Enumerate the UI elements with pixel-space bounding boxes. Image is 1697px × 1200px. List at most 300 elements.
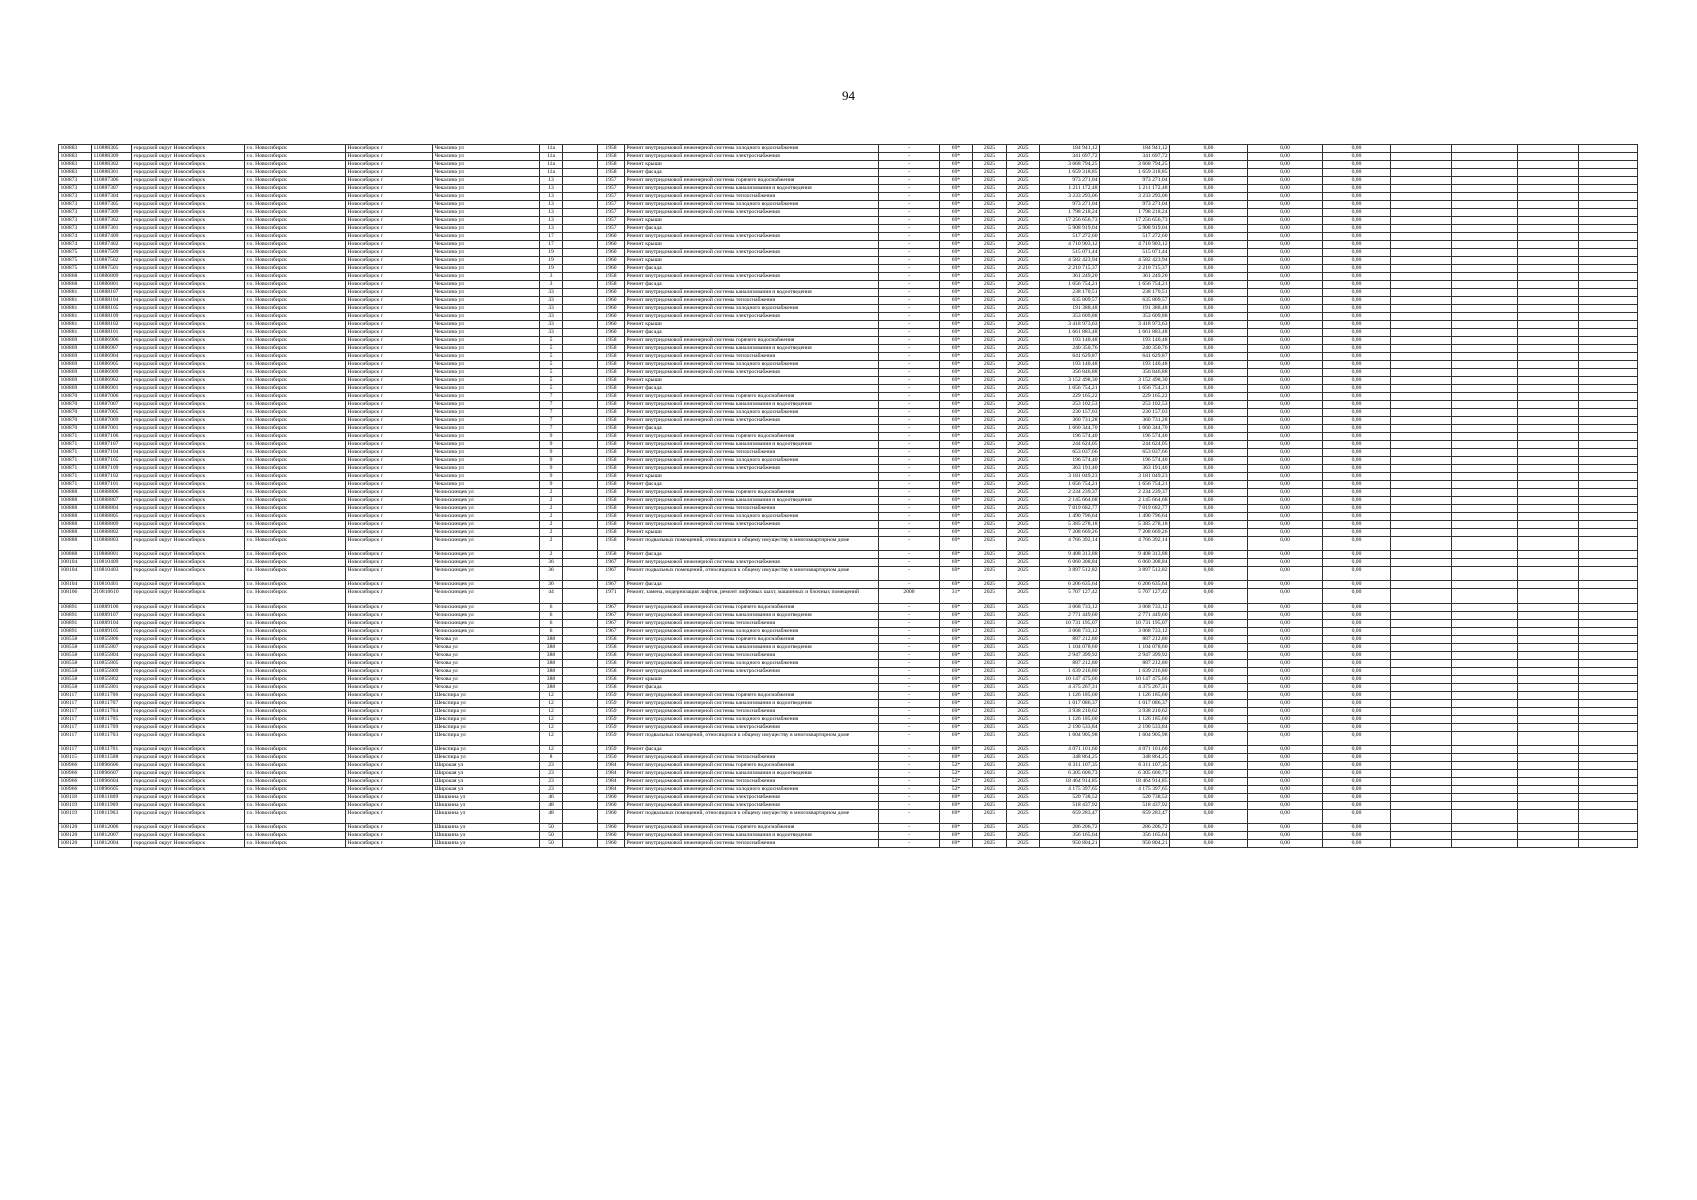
cell-extra-3: [1518, 529, 1579, 537]
cell-locality: Новосибирск г: [346, 441, 433, 449]
cell-work-id: 110886904: [92, 353, 132, 361]
cell-cost-fund: 973 271,04: [1100, 201, 1170, 209]
table-row: [59, 551, 1638, 559]
cell-cost-budget-2: 0,00: [1248, 401, 1323, 409]
cell-building: [563, 369, 598, 377]
cell-house-number: 33: [540, 329, 563, 337]
cell-house-number: 9: [540, 473, 563, 481]
cell-cost-budget-2: 0,00: [1248, 393, 1323, 401]
cell-total-cost: 2 210 715,37: [1040, 265, 1100, 273]
cell-locality: Новосибирск г: [346, 289, 433, 297]
cell-work-type: Ремонт внутридомовой инженерной системы горячего водоснабжения: [625, 433, 879, 441]
cell-building: [563, 201, 598, 209]
cell-extra-2: [1452, 753, 1518, 761]
cell-municipal-formation: г.о. Новосибирск: [245, 401, 346, 409]
cell-cost-budget-3: 0,00: [1323, 567, 1391, 581]
cell-building: [563, 731, 598, 745]
cell-work-id: 110855804: [92, 651, 132, 659]
cell-extra-2: [1452, 823, 1518, 831]
cell-house-id: 108869: [59, 385, 92, 393]
cell-cost-budget-1: 0,00: [1170, 417, 1248, 425]
cell-extra-2: [1452, 831, 1518, 839]
cell-cost-budget-3: 0,00: [1323, 761, 1391, 769]
cell-work-id: 110887009: [92, 417, 132, 425]
cell-extra-3: [1518, 537, 1579, 551]
cell-extra-2: [1452, 651, 1518, 659]
cell-cost-budget-3: 0,00: [1323, 257, 1391, 265]
cell-plan-start-year: 2025: [973, 723, 1007, 731]
cell-cost-budget-1: 0,00: [1170, 313, 1248, 321]
cell-work-volume: -: [879, 169, 940, 177]
cell-year-built: 1960: [598, 801, 625, 809]
cell-locality: Новосибирск г: [346, 581, 433, 589]
cell-cost-fund: 3 181 049,23: [1100, 473, 1170, 481]
cell-work-type: Ремонт внутридомовой инженерной системы теплоснабжения: [625, 449, 879, 457]
cell-work-volume: -: [879, 831, 940, 839]
cell-cost-budget-2: 0,00: [1248, 297, 1323, 305]
cell-house-number: 13: [540, 177, 563, 185]
cell-cost-budget-3: 0,00: [1323, 369, 1391, 377]
cell-work-volume: -: [879, 193, 940, 201]
cell-work-volume: -: [879, 161, 940, 169]
cell-extra-2: [1452, 603, 1518, 611]
cell-cost-fund: 3 233 293,06: [1100, 193, 1170, 201]
cell-extra-4: [1579, 559, 1638, 567]
cell-extra-2: [1452, 201, 1518, 209]
cell-street: Шекспира ул: [433, 731, 540, 745]
cell-extra-4: [1579, 465, 1638, 473]
cell-work-volume: -: [879, 321, 940, 329]
cell-house-id: 108891: [59, 603, 92, 611]
cell-extra-2: [1452, 659, 1518, 667]
cell-municipal-formation: г.о. Новосибирск: [245, 153, 346, 161]
cell-cost-budget-3: 0,00: [1323, 823, 1391, 831]
cell-municipal-formation: г.о. Новосибирск: [245, 559, 346, 567]
cell-cost-fund: 515 071,44: [1100, 249, 1170, 257]
cell-cost-budget-3: 0,00: [1323, 473, 1391, 481]
cell-total-cost: 2 234 239,37: [1040, 489, 1100, 497]
cell-street: Чехова ул: [433, 659, 540, 667]
cell-work-type: Ремонт внутридомовой инженерной системы горячего водоснабжения: [625, 603, 879, 611]
cell-house-number: 23: [540, 777, 563, 785]
cell-total-cost: 1 639 216,80: [1040, 667, 1100, 675]
cell-year-built: 1958: [598, 169, 625, 177]
cell-house-id: 108871: [59, 433, 92, 441]
cell-house-id: 108874: [59, 241, 92, 249]
cell-extra-4: [1579, 635, 1638, 643]
cell-plan-end-year: 2025: [1007, 425, 1040, 433]
cell-house-number: 6: [540, 619, 563, 627]
cell-work-id: 110811706: [92, 691, 132, 699]
cell-total-cost: 5 908 919,04: [1040, 225, 1100, 233]
cell-extra-3: [1518, 281, 1579, 289]
cell-year-built: 1958: [598, 409, 625, 417]
cell-house-number: 5: [540, 353, 563, 361]
cell-extra-2: [1452, 589, 1518, 603]
cell-deterioration: 69*: [940, 753, 973, 761]
cell-house-id: 108966: [59, 777, 92, 785]
cell-extra-2: [1452, 465, 1518, 473]
cell-extra-4: [1579, 723, 1638, 731]
cell-cost-fund: 6 060 308,84: [1100, 559, 1170, 567]
cell-street: Чекалина ул: [433, 169, 540, 177]
cell-work-id: 110887402: [92, 241, 132, 249]
cell-cost-budget-2: 0,00: [1248, 433, 1323, 441]
cell-extra-3: [1518, 393, 1579, 401]
cell-extra-1: [1391, 801, 1452, 809]
cell-cost-budget-2: 0,00: [1248, 305, 1323, 313]
cell-plan-start-year: 2025: [973, 589, 1007, 603]
cell-cost-budget-2: 0,00: [1248, 643, 1323, 651]
cell-cost-budget-2: 0,00: [1248, 611, 1323, 619]
cell-year-built: 1967: [598, 627, 625, 635]
cell-work-volume: -: [879, 449, 940, 457]
cell-locality: Новосибирск г: [346, 201, 433, 209]
cell-municipal-formation: г.о. Новосибирск: [245, 425, 346, 433]
cell-extra-2: [1452, 345, 1518, 353]
cell-deterioration: 69*: [940, 145, 973, 153]
cell-house-id: 108873: [59, 201, 92, 209]
cell-cost-fund: 659 283,47: [1100, 809, 1170, 823]
cell-cost-budget-1: 0,00: [1170, 699, 1248, 707]
cell-extra-3: [1518, 337, 1579, 345]
cell-plan-start-year: 2025: [973, 769, 1007, 777]
cell-plan-start-year: 2025: [973, 337, 1007, 345]
cell-year-built: 1958: [598, 675, 625, 683]
cell-work-volume: -: [879, 551, 940, 559]
cell-plan-start-year: 2025: [973, 233, 1007, 241]
cell-extra-2: [1452, 529, 1518, 537]
cell-extra-4: [1579, 691, 1638, 699]
table-row: [59, 731, 1638, 745]
cell-extra-1: [1391, 393, 1452, 401]
cell-extra-2: [1452, 313, 1518, 321]
table-row: [59, 329, 1638, 337]
cell-plan-end-year: 2025: [1007, 209, 1040, 217]
cell-cost-budget-3: 0,00: [1323, 489, 1391, 497]
cell-street: Чекалина ул: [433, 145, 540, 153]
cell-deterioration: 52*: [940, 777, 973, 785]
cell-cost-budget-3: 0,00: [1323, 249, 1391, 257]
cell-plan-start-year: 2025: [973, 675, 1007, 683]
cell-extra-3: [1518, 589, 1579, 603]
cell-extra-2: [1452, 385, 1518, 393]
cell-extra-3: [1518, 345, 1579, 353]
cell-building: [563, 241, 598, 249]
cell-plan-start-year: 2025: [973, 201, 1007, 209]
cell-total-cost: 244 624,05: [1040, 441, 1100, 449]
cell-house-id: 108883: [59, 169, 92, 177]
cell-extra-4: [1579, 809, 1638, 823]
cell-total-cost: 950 804,21: [1040, 839, 1100, 847]
cell-cost-fund: 196 574,40: [1100, 457, 1170, 465]
cell-cost-budget-3: 0,00: [1323, 209, 1391, 217]
cell-cost-budget-3: 0,00: [1323, 481, 1391, 489]
cell-extra-4: [1579, 505, 1638, 513]
cell-plan-start-year: 2025: [973, 409, 1007, 417]
cell-cost-fund: 6 305 600,73: [1100, 769, 1170, 777]
cell-extra-4: [1579, 839, 1638, 847]
cell-extra-3: [1518, 481, 1579, 489]
cell-cost-fund: 520 738,52: [1100, 793, 1170, 801]
cell-work-volume: -: [879, 425, 940, 433]
cell-locality: Новосибирск г: [346, 651, 433, 659]
cell-municipal-formation: г.о. Новосибирск: [245, 393, 346, 401]
cell-plan-start-year: 2025: [973, 659, 1007, 667]
cell-municipal-district: городской округ Новосибирск: [132, 627, 245, 635]
cell-municipal-district: городской округ Новосибирск: [132, 769, 245, 777]
cell-extra-1: [1391, 567, 1452, 581]
cell-year-built: 1959: [598, 731, 625, 745]
cell-cost-budget-1: 0,00: [1170, 481, 1248, 489]
cell-total-cost: 363 191,40: [1040, 465, 1100, 473]
cell-extra-1: [1391, 635, 1452, 643]
cell-year-built: 1967: [598, 559, 625, 567]
cell-plan-end-year: 2025: [1007, 449, 1040, 457]
cell-work-type: Ремонт внутридомовой инженерной системы электроснабжения: [625, 249, 879, 257]
cell-total-cost: 635 809,57: [1040, 297, 1100, 305]
cell-extra-4: [1579, 589, 1638, 603]
cell-deterioration: 69*: [940, 489, 973, 497]
cell-extra-3: [1518, 305, 1579, 313]
cell-work-type: Ремонт внутридомовой инженерной системы канализования и водоотведения: [625, 831, 879, 839]
cell-total-cost: 973 271,04: [1040, 177, 1100, 185]
cell-extra-3: [1518, 473, 1579, 481]
cell-building: [563, 433, 598, 441]
cell-plan-end-year: 2025: [1007, 281, 1040, 289]
cell-work-type: Ремонт внутридомовой инженерной системы холодного водоснабжения: [625, 305, 879, 313]
cell-cost-budget-2: 0,00: [1248, 465, 1323, 473]
cell-municipal-formation: г.о. Новосибирск: [245, 289, 346, 297]
cell-year-built: 1959: [598, 707, 625, 715]
cell-year-built: 1958: [598, 273, 625, 281]
cell-deterioration: 69*: [940, 353, 973, 361]
cell-cost-budget-1: 0,00: [1170, 473, 1248, 481]
cell-work-volume: -: [879, 801, 940, 809]
table-row: [59, 433, 1638, 441]
cell-extra-2: [1452, 667, 1518, 675]
cell-extra-2: [1452, 481, 1518, 489]
cell-cost-fund: 1 656 754,21: [1100, 281, 1170, 289]
cell-locality: Новосибирск г: [346, 377, 433, 385]
cell-plan-start-year: 2025: [973, 761, 1007, 769]
cell-year-built: 1967: [598, 567, 625, 581]
cell-plan-end-year: 2025: [1007, 329, 1040, 337]
table-row: [59, 831, 1638, 839]
cell-cost-fund: 4 071 101,60: [1100, 745, 1170, 753]
cell-extra-1: [1391, 529, 1452, 537]
cell-cost-budget-3: 0,00: [1323, 401, 1391, 409]
cell-cost-budget-1: 0,00: [1170, 745, 1248, 753]
cell-year-built: 1967: [598, 581, 625, 589]
cell-total-cost: 2 947 399,92: [1040, 651, 1100, 659]
cell-locality: Новосибирск г: [346, 785, 433, 793]
cell-work-volume: -: [879, 521, 940, 529]
cell-building: [563, 753, 598, 761]
cell-cost-fund: 1 211 172,48: [1100, 185, 1170, 193]
cell-total-cost: 1 798 218,24: [1040, 209, 1100, 217]
cell-deterioration: 52*: [940, 785, 973, 793]
cell-house-id: 108118: [59, 793, 92, 801]
cell-locality: Новосибирск г: [346, 185, 433, 193]
cell-deterioration: 69*: [940, 481, 973, 489]
cell-cost-budget-2: 0,00: [1248, 559, 1323, 567]
cell-plan-end-year: 2025: [1007, 145, 1040, 153]
table-row: [59, 801, 1638, 809]
cell-municipal-formation: г.о. Новосибирск: [245, 801, 346, 809]
cell-plan-start-year: 2025: [973, 209, 1007, 217]
cell-municipal-district: городской округ Новосибирск: [132, 537, 245, 551]
cell-work-type: Ремонт крыши: [625, 473, 879, 481]
cell-cost-fund: 4 375 267,31: [1100, 683, 1170, 691]
cell-cost-budget-1: 0,00: [1170, 505, 1248, 513]
cell-total-cost: 5 707 127,42: [1040, 589, 1100, 603]
cell-house-id: 108558: [59, 659, 92, 667]
cell-work-id: 110812006: [92, 823, 132, 831]
cell-cost-budget-2: 0,00: [1248, 345, 1323, 353]
cell-work-type: Ремонт внутридомовой инженерной системы электроснабжения: [625, 313, 879, 321]
cell-cost-budget-3: 0,00: [1323, 281, 1391, 289]
cell-year-built: 1958: [598, 425, 625, 433]
cell-street: Чекалина ул: [433, 193, 540, 201]
cell-cost-budget-2: 0,00: [1248, 281, 1323, 289]
cell-year-built: 1967: [598, 611, 625, 619]
cell-cost-budget-3: 0,00: [1323, 785, 1391, 793]
cell-work-type: Ремонт внутридомовой инженерной системы электроснабжения: [625, 465, 879, 473]
cell-work-volume: -: [879, 177, 940, 185]
cell-extra-3: [1518, 385, 1579, 393]
cell-house-id: 108869: [59, 345, 92, 353]
cell-work-volume: -: [879, 683, 940, 691]
cell-locality: Новосибирск г: [346, 769, 433, 777]
cell-extra-4: [1579, 281, 1638, 289]
cell-plan-start-year: 2025: [973, 627, 1007, 635]
cell-deterioration: 69*: [940, 801, 973, 809]
cell-cost-budget-1: 0,00: [1170, 611, 1248, 619]
cell-municipal-district: городской округ Новосибирск: [132, 273, 245, 281]
cell-total-cost: 517 272,60: [1040, 233, 1100, 241]
cell-cost-budget-2: 0,00: [1248, 659, 1323, 667]
cell-extra-4: [1579, 201, 1638, 209]
cell-extra-4: [1579, 707, 1638, 715]
cell-locality: Новосибирск г: [346, 667, 433, 675]
cell-extra-4: [1579, 675, 1638, 683]
table-row: [59, 305, 1638, 313]
cell-locality: Новосибирск г: [346, 683, 433, 691]
table-row: [59, 465, 1638, 473]
cell-cost-budget-3: 0,00: [1323, 457, 1391, 465]
cell-cost-budget-1: 0,00: [1170, 489, 1248, 497]
cell-extra-1: [1391, 651, 1452, 659]
cell-extra-2: [1452, 473, 1518, 481]
cell-total-cost: 3 668 794,25: [1040, 161, 1100, 169]
cell-work-type: Ремонт внутридомовой инженерной системы теплоснабжения: [625, 505, 879, 513]
table-row: [59, 651, 1638, 659]
cell-work-id: 110887107: [92, 441, 132, 449]
cell-house-id: 108888: [59, 513, 92, 521]
cell-municipal-formation: г.о. Новосибирск: [245, 201, 346, 209]
cell-cost-budget-1: 0,00: [1170, 273, 1248, 281]
cell-cost-fund: 1 104 078,60: [1100, 643, 1170, 651]
cell-work-id: 110887007: [92, 401, 132, 409]
cell-plan-start-year: 2025: [973, 777, 1007, 785]
cell-extra-2: [1452, 449, 1518, 457]
cell-cost-fund: 353 609,88: [1100, 313, 1170, 321]
cell-municipal-formation: г.о. Новосибирск: [245, 651, 346, 659]
cell-extra-4: [1579, 409, 1638, 417]
cell-building: [563, 521, 598, 529]
cell-extra-2: [1452, 581, 1518, 589]
cell-building: [563, 425, 598, 433]
cell-plan-end-year: 2025: [1007, 217, 1040, 225]
cell-year-built: 1958: [598, 513, 625, 521]
cell-street: Челюскинцев ул: [433, 611, 540, 619]
cell-street: Челюскинцев ул: [433, 505, 540, 513]
cell-plan-end-year: 2025: [1007, 257, 1040, 265]
cell-locality: Новосибирск г: [346, 313, 433, 321]
cell-plan-end-year: 2025: [1007, 659, 1040, 667]
cell-cost-budget-1: 0,00: [1170, 659, 1248, 667]
cell-municipal-formation: г.о. Новосибирск: [245, 241, 346, 249]
cell-extra-2: [1452, 619, 1518, 627]
cell-building: [563, 761, 598, 769]
cell-house-number: 12: [540, 715, 563, 723]
cell-locality: Новосибирск г: [346, 699, 433, 707]
cell-extra-2: [1452, 329, 1518, 337]
cell-locality: Новосибирск г: [346, 707, 433, 715]
cell-street: Чехова ул: [433, 635, 540, 643]
cell-work-type: Ремонт внутридомовой инженерной системы холодного водоснабжения: [625, 715, 879, 723]
cell-work-id: 110888109: [92, 313, 132, 321]
cell-house-number: 5: [540, 377, 563, 385]
cell-extra-2: [1452, 513, 1518, 521]
cell-municipal-district: городской округ Новосибирск: [132, 353, 245, 361]
cell-extra-3: [1518, 377, 1579, 385]
cell-extra-3: [1518, 217, 1579, 225]
cell-work-id: 110886905: [92, 361, 132, 369]
cell-municipal-formation: г.о. Новосибирск: [245, 707, 346, 715]
cell-street: Чекалина ул: [433, 209, 540, 217]
cell-extra-2: [1452, 153, 1518, 161]
cell-municipal-formation: г.о. Новосибирск: [245, 353, 346, 361]
cell-cost-budget-3: 0,00: [1323, 839, 1391, 847]
table-row: [59, 281, 1638, 289]
cell-year-built: 1958: [598, 161, 625, 169]
cell-extra-2: [1452, 611, 1518, 619]
cell-extra-3: [1518, 723, 1579, 731]
cell-cost-budget-2: 0,00: [1248, 793, 1323, 801]
cell-building: [563, 723, 598, 731]
cell-municipal-formation: г.о. Новосибирск: [245, 433, 346, 441]
cell-year-built: 1960: [598, 809, 625, 823]
cell-municipal-formation: г.о. Новосибирск: [245, 321, 346, 329]
cell-extra-4: [1579, 169, 1638, 177]
cell-street: Чехова ул: [433, 651, 540, 659]
cell-cost-budget-2: 0,00: [1248, 551, 1323, 559]
cell-cost-budget-3: 0,00: [1323, 675, 1391, 683]
cell-total-cost: 3 233 293,06: [1040, 193, 1100, 201]
cell-house-id: 108871: [59, 457, 92, 465]
cell-house-id: 108871: [59, 441, 92, 449]
cell-building: [563, 145, 598, 153]
cell-extra-2: [1452, 169, 1518, 177]
cell-plan-end-year: 2025: [1007, 745, 1040, 753]
cell-cost-fund: 1 017 086,37: [1100, 699, 1170, 707]
cell-cost-budget-2: 0,00: [1248, 481, 1323, 489]
cell-total-cost: 286 206,72: [1040, 823, 1100, 831]
cell-house-id: 108888: [59, 497, 92, 505]
cell-house-number: 7: [540, 393, 563, 401]
